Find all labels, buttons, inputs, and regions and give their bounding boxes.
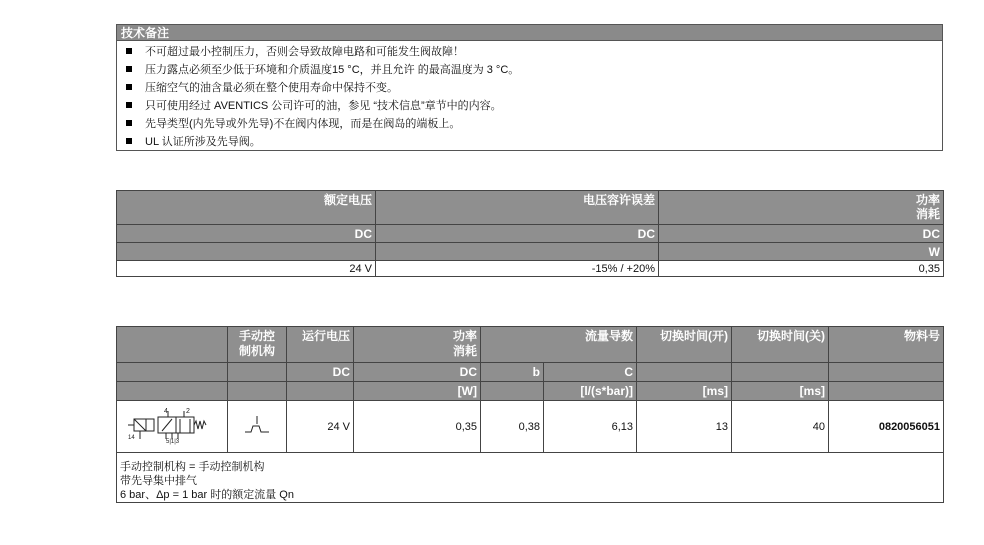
- bullet-icon: [126, 66, 132, 72]
- port-label-14: 14: [128, 435, 135, 441]
- voltage-spec-table: [116, 190, 944, 277]
- table-header-row: [117, 327, 944, 363]
- footnote-line: 手动控制机构 = 手动控制机构: [120, 461, 265, 473]
- header-switch-off-time: 切换时间(关): [732, 327, 829, 363]
- notes-list: [117, 41, 942, 151]
- header-power-consumption: 功率 消耗: [659, 191, 944, 225]
- technical-notes-box: [116, 24, 943, 151]
- manual-override-symbol-cell: [228, 401, 287, 453]
- manual-override-icon: [237, 410, 277, 440]
- notes-title: 技术备注: [117, 25, 942, 41]
- table-row: [117, 401, 944, 453]
- header-flow-derivative: 流量导数: [481, 327, 637, 363]
- table-footnotes: [117, 453, 944, 503]
- header-manual-override: 手动控 制机构: [228, 327, 287, 363]
- switch-on-time-value: 13: [637, 401, 732, 453]
- note-item: 压力露点必须至少低于环境和介质温度15 °C，并且允许 的最高温度为 3 °C。: [117, 61, 942, 79]
- port-label-2: 2: [186, 408, 190, 415]
- unit-row: [W] [l/(s*bar)] [ms] [ms]: [117, 382, 944, 401]
- table-footer-row: [117, 453, 944, 503]
- port-label-513: 5|1|3: [166, 439, 180, 445]
- valve-spec-table: [116, 326, 944, 503]
- footnote-line: 6 bar、Δp = 1 bar 时的额定流量 Qn: [120, 489, 294, 501]
- unit-row: DC DC b C: [117, 363, 944, 382]
- header-operating-voltage: 运行电压: [287, 327, 354, 363]
- part-number-value: 0820056051: [829, 401, 944, 453]
- note-item: 压缩空气的油含量必须在整个使用寿命中保持不变。: [117, 79, 942, 97]
- valve-symbol-cell: [117, 401, 228, 453]
- power-value: 0,35: [354, 401, 481, 453]
- bullet-icon: [126, 138, 132, 144]
- header-rated-voltage: 额定电压: [117, 191, 376, 225]
- note-item: UL 认证所涉及先导阀。: [117, 133, 942, 151]
- bullet-icon: [126, 102, 132, 108]
- valve-symbol-icon: [124, 405, 220, 445]
- operating-voltage-value: 24 V: [287, 401, 354, 453]
- header-switch-on-time: 切换时间(开): [637, 327, 732, 363]
- bullet-icon: [126, 84, 132, 90]
- header-voltage-tolerance: 电压容许误差: [376, 191, 659, 225]
- note-item: 不可超过最小控制压力，否则会导致故障电路和可能发生阀故障！: [117, 43, 942, 61]
- header-power-consumption: 功率 消耗: [354, 327, 481, 363]
- note-item: 先导类型(内先导或外先导)不在阀内体现，而是在阀岛的端板上。: [117, 115, 942, 133]
- switch-off-time-value: 40: [732, 401, 829, 453]
- note-item: 只可使用经过 AVENTICS 公司许可的油，参见 “技术信息”章节中的内容。: [117, 97, 942, 115]
- bullet-icon: [126, 120, 132, 126]
- flow-b-value: 0,38: [481, 401, 544, 453]
- table-row: 24 V -15% / +20% 0,35: [117, 261, 944, 277]
- port-label-4: 4: [164, 408, 168, 415]
- header-part-number: 物料号: [829, 327, 944, 363]
- unit-row: DC DC DC: [117, 225, 944, 243]
- table-header-row: [117, 191, 944, 225]
- footnote-line: 带先导集中排气: [120, 475, 197, 487]
- flow-c-value: 6,13: [544, 401, 637, 453]
- unit-row: W: [117, 243, 944, 261]
- bullet-icon: [126, 48, 132, 54]
